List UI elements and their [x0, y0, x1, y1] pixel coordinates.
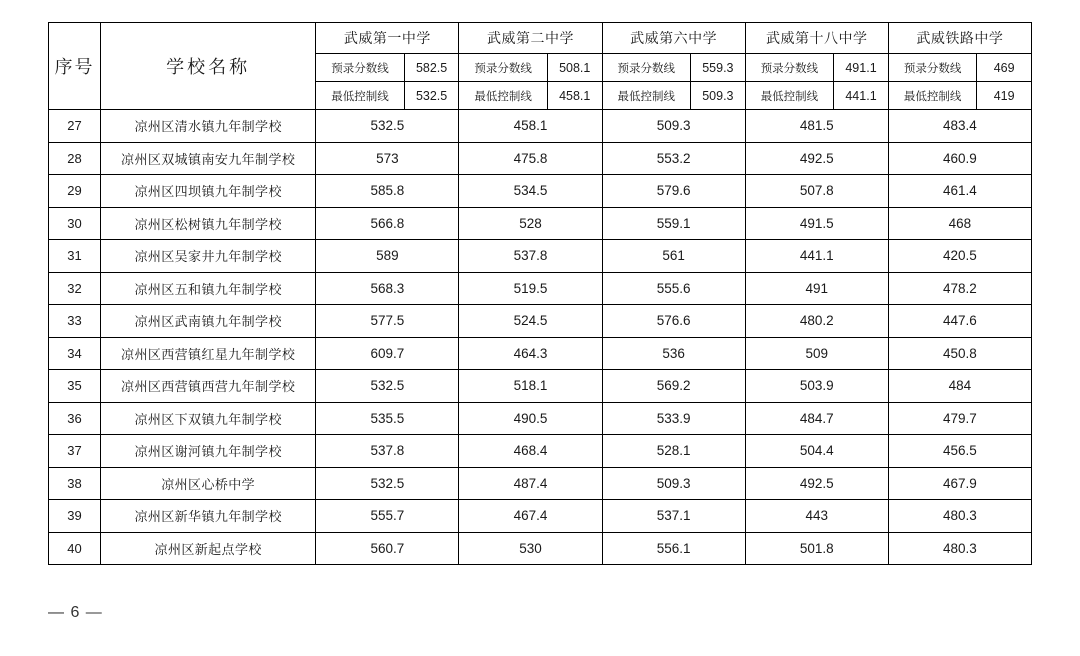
row-score-5: 480.3 — [888, 532, 1031, 565]
table-row — [49, 272, 1032, 305]
row-score-3: 509.3 — [602, 110, 745, 143]
value-minimum-control-1: 532.5 — [404, 82, 458, 110]
row-score-2: 528 — [459, 207, 602, 240]
row-score-1: 560.7 — [316, 532, 459, 565]
row-score-5: 478.2 — [888, 272, 1031, 305]
row-score-1: 532.5 — [316, 110, 459, 143]
row-score-1: 555.7 — [316, 500, 459, 533]
row-index: 36 — [49, 402, 101, 435]
header-school-5: 武威铁路中学 — [888, 23, 1031, 54]
row-score-2: 519.5 — [459, 272, 602, 305]
row-school-name: 凉州区四坝镇九年制学校 — [101, 175, 316, 208]
row-score-4: 509 — [745, 337, 888, 370]
row-score-2: 468.4 — [459, 435, 602, 468]
table-row — [49, 532, 1032, 565]
row-score-5: 480.3 — [888, 500, 1031, 533]
row-index: 37 — [49, 435, 101, 468]
row-score-2: 518.1 — [459, 370, 602, 403]
value-pre-admission-5: 469 — [977, 54, 1031, 82]
table-body — [49, 110, 1032, 565]
row-index: 27 — [49, 110, 101, 143]
row-score-2: 487.4 — [459, 467, 602, 500]
row-score-5: 479.7 — [888, 402, 1031, 435]
row-score-5: 420.5 — [888, 240, 1031, 273]
value-minimum-control-2: 458.1 — [547, 82, 601, 110]
row-school-name: 凉州区西营镇红星九年制学校 — [101, 337, 316, 370]
row-score-1: 532.5 — [316, 467, 459, 500]
table-row — [49, 142, 1032, 175]
row-score-4: 484.7 — [745, 402, 888, 435]
header-school-3: 武威第六中学 — [602, 23, 745, 54]
row-score-2: 534.5 — [459, 175, 602, 208]
row-score-3: 555.6 — [602, 272, 745, 305]
row-score-2: 537.8 — [459, 240, 602, 273]
table-row — [49, 305, 1032, 338]
header-subgroup-3 — [602, 54, 745, 110]
value-pre-admission-4: 491.1 — [834, 54, 888, 82]
row-score-5: 447.6 — [888, 305, 1031, 338]
row-school-name: 凉州区心桥中学 — [101, 467, 316, 500]
row-school-name: 凉州区武南镇九年制学校 — [101, 305, 316, 338]
row-score-3: 556.1 — [602, 532, 745, 565]
row-score-4: 492.5 — [745, 467, 888, 500]
row-score-2: 458.1 — [459, 110, 602, 143]
row-index: 32 — [49, 272, 101, 305]
label-pre-admission-1: 预录分数线 — [316, 54, 404, 82]
value-pre-admission-2: 508.1 — [547, 54, 601, 82]
table-row — [49, 435, 1032, 468]
label-minimum-control-4: 最低控制线 — [746, 82, 834, 110]
row-school-name: 凉州区吴家井九年制学校 — [101, 240, 316, 273]
header-subgroup-5 — [888, 54, 1031, 110]
row-index: 31 — [49, 240, 101, 273]
row-score-3: 533.9 — [602, 402, 745, 435]
table-row — [49, 500, 1032, 533]
row-score-3: 537.1 — [602, 500, 745, 533]
row-score-4: 481.5 — [745, 110, 888, 143]
row-score-4: 480.2 — [745, 305, 888, 338]
label-pre-admission-5: 预录分数线 — [889, 54, 977, 82]
row-score-2: 467.4 — [459, 500, 602, 533]
row-score-4: 492.5 — [745, 142, 888, 175]
label-minimum-control-5: 最低控制线 — [889, 82, 977, 110]
header-subgroup-2 — [459, 54, 602, 110]
row-score-2: 475.8 — [459, 142, 602, 175]
row-score-2: 490.5 — [459, 402, 602, 435]
header-row-school-names — [49, 23, 1032, 54]
value-minimum-control-3: 509.3 — [691, 82, 745, 110]
table-row — [49, 207, 1032, 240]
row-index: 40 — [49, 532, 101, 565]
row-school-name: 凉州区新起点学校 — [101, 532, 316, 565]
table-row — [49, 175, 1032, 208]
row-score-3: 553.2 — [602, 142, 745, 175]
header-school-4: 武威第十八中学 — [745, 23, 888, 54]
label-pre-admission-2: 预录分数线 — [459, 54, 547, 82]
row-score-2: 530 — [459, 532, 602, 565]
row-score-5: 468 — [888, 207, 1031, 240]
row-score-3: 528.1 — [602, 435, 745, 468]
row-score-5: 456.5 — [888, 435, 1031, 468]
row-score-1: 568.3 — [316, 272, 459, 305]
row-school-name: 凉州区清水镇九年制学校 — [101, 110, 316, 143]
row-score-1: 535.5 — [316, 402, 459, 435]
label-pre-admission-3: 预录分数线 — [603, 54, 691, 82]
header-subgroup-4 — [745, 54, 888, 110]
row-score-5: 484 — [888, 370, 1031, 403]
row-score-3: 576.6 — [602, 305, 745, 338]
header-school-name: 学校名称 — [101, 23, 316, 110]
row-school-name: 凉州区新华镇九年制学校 — [101, 500, 316, 533]
row-school-name: 凉州区下双镇九年制学校 — [101, 402, 316, 435]
row-score-3: 559.1 — [602, 207, 745, 240]
value-minimum-control-4: 441.1 — [834, 82, 888, 110]
row-index: 28 — [49, 142, 101, 175]
label-minimum-control-1: 最低控制线 — [316, 82, 404, 110]
label-minimum-control-2: 最低控制线 — [459, 82, 547, 110]
header-school-2: 武威第二中学 — [459, 23, 602, 54]
row-index: 38 — [49, 467, 101, 500]
row-score-4: 504.4 — [745, 435, 888, 468]
row-score-5: 450.8 — [888, 337, 1031, 370]
row-score-3: 579.6 — [602, 175, 745, 208]
row-score-2: 524.5 — [459, 305, 602, 338]
row-score-4: 443 — [745, 500, 888, 533]
row-score-4: 491.5 — [745, 207, 888, 240]
row-score-1: 585.8 — [316, 175, 459, 208]
value-minimum-control-5: 419 — [977, 82, 1031, 110]
row-score-1: 609.7 — [316, 337, 459, 370]
row-index: 33 — [49, 305, 101, 338]
row-score-5: 483.4 — [888, 110, 1031, 143]
table-row — [49, 240, 1032, 273]
row-score-2: 464.3 — [459, 337, 602, 370]
row-index: 34 — [49, 337, 101, 370]
table-row — [49, 467, 1032, 500]
admission-scores-table — [48, 22, 1032, 565]
row-score-4: 507.8 — [745, 175, 888, 208]
row-score-1: 589 — [316, 240, 459, 273]
value-pre-admission-3: 559.3 — [691, 54, 745, 82]
row-score-1: 532.5 — [316, 370, 459, 403]
table-row — [49, 337, 1032, 370]
table-row — [49, 402, 1032, 435]
page-number: — 6 — — [48, 604, 103, 621]
header-school-1: 武威第一中学 — [316, 23, 459, 54]
table-row — [49, 370, 1032, 403]
row-score-1: 537.8 — [316, 435, 459, 468]
row-index: 30 — [49, 207, 101, 240]
row-school-name: 凉州区谢河镇九年制学校 — [101, 435, 316, 468]
row-index: 39 — [49, 500, 101, 533]
row-index: 35 — [49, 370, 101, 403]
row-score-1: 577.5 — [316, 305, 459, 338]
row-score-1: 566.8 — [316, 207, 459, 240]
row-score-4: 501.8 — [745, 532, 888, 565]
header-index: 序号 — [49, 23, 101, 110]
row-school-name: 凉州区西营镇西营九年制学校 — [101, 370, 316, 403]
row-score-5: 461.4 — [888, 175, 1031, 208]
row-index: 29 — [49, 175, 101, 208]
row-school-name: 凉州区松树镇九年制学校 — [101, 207, 316, 240]
row-score-3: 509.3 — [602, 467, 745, 500]
label-pre-admission-4: 预录分数线 — [746, 54, 834, 82]
row-score-4: 503.9 — [745, 370, 888, 403]
row-score-5: 467.9 — [888, 467, 1031, 500]
row-score-3: 569.2 — [602, 370, 745, 403]
row-score-3: 561 — [602, 240, 745, 273]
row-score-3: 536 — [602, 337, 745, 370]
row-score-1: 573 — [316, 142, 459, 175]
row-school-name: 凉州区双城镇南安九年制学校 — [101, 142, 316, 175]
row-school-name: 凉州区五和镇九年制学校 — [101, 272, 316, 305]
table-row — [49, 110, 1032, 143]
header-subgroup-1 — [316, 54, 459, 110]
table-header — [49, 23, 1032, 110]
row-score-4: 441.1 — [745, 240, 888, 273]
label-minimum-control-3: 最低控制线 — [603, 82, 691, 110]
value-pre-admission-1: 582.5 — [404, 54, 458, 82]
row-score-4: 491 — [745, 272, 888, 305]
row-score-5: 460.9 — [888, 142, 1031, 175]
